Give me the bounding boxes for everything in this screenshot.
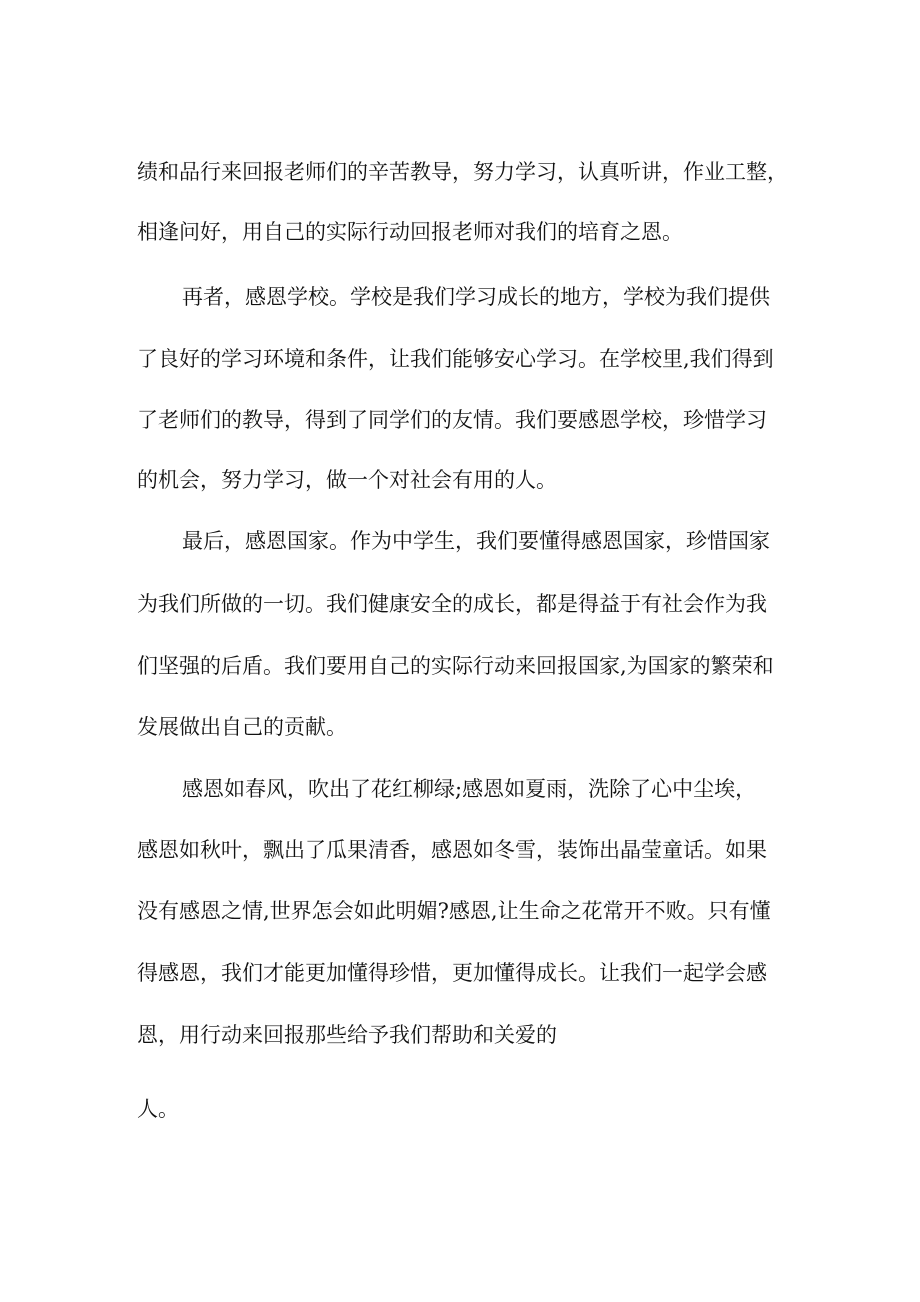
text-line: 发展做出自己的贡献。: [137, 715, 347, 739]
paragraph-first-line: 再者，感恩学校。学校是我们学习成长的地方，学校为我们提供: [182, 285, 770, 309]
text-line: 人。: [137, 1097, 179, 1121]
paragraph-first-line: 最后，感恩国家。作为中学生，我们要懂得感恩国家，珍惜国家: [182, 529, 770, 553]
text-line: 得感恩，我们才能更加懂得珍惜，更加懂得成长。让我们一起学会感: [137, 961, 767, 985]
paragraph-first-line: 感恩如春风，吹出了花红柳绿;感恩如夏雨，洗除了心中尘埃，: [182, 777, 757, 801]
text-line: 了老师们的教导，得到了同学们的友情。我们要感恩学校，珍惜学习: [137, 408, 767, 432]
text-line: 的机会，努力学习，做一个对社会有用的人。: [137, 468, 557, 492]
text-line: 为我们所做的一切。我们健康安全的成长，都是得益于有社会作为我: [137, 592, 767, 616]
text-line: 绩和品行来回报老师们的辛苦教导，努力学习，认真听讲，作业工整，: [137, 160, 788, 184]
text-line: 恩，用行动来回报那些给予我们帮助和关爱的: [137, 1023, 557, 1047]
text-line: 们坚强的后盾。我们要用自己的实际行动来回报国家,为国家的繁荣和: [137, 654, 774, 678]
text-line: 了良好的学习环境和条件，让我们能够安心学习。在学校里,我们得到: [137, 347, 774, 371]
text-line: 感恩如秋叶，飘出了瓜果清香，感恩如冬雪，装饰出晶莹童话。如果: [137, 838, 767, 862]
text-line: 没有感恩之情,世界怎会如此明媚?感恩,让生命之花常开不败。只有懂: [137, 899, 771, 923]
text-line: 相逢问好，用自己的实际行动回报老师对我们的培育之恩。: [137, 220, 683, 244]
